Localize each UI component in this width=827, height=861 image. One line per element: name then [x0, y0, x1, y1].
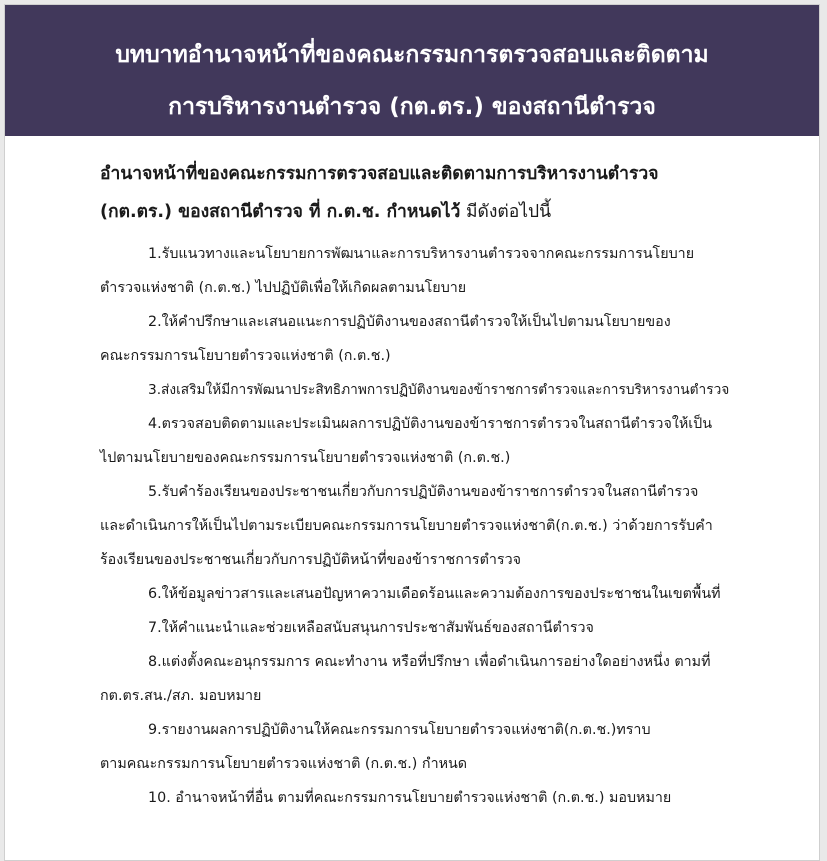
- duty-item-5: [100, 475, 730, 577]
- duty-7-line-1: 7.ให้คำแนะนำและช่วยเหลือสนับสนุนการประชาสัมพันธ์ของสถานีตำรวจ: [148, 620, 594, 636]
- duty-item-4: [100, 407, 730, 475]
- duty-9-rest: ตามคณะกรรมการนโยบายตำรวจแห่งชาติ (ก.ต.ช.) กำหนด: [100, 756, 468, 772]
- title-banner: [5, 5, 819, 136]
- duty-4-rest: ไปตามนโยบายของคณะกรรมการนโยบายตำรวจแห่งชาติ (ก.ต.ช.): [100, 450, 511, 466]
- duty-item-9: [100, 713, 730, 781]
- duty-10-line-1: 10. อำนาจหน้าที่อื่น ตามที่คณะกรรมการนโยบายตำรวจแห่งชาติ (ก.ต.ช.) มอบหมาย: [148, 790, 672, 806]
- duty-2-line-1: 2.ให้คำปรึกษาและเสนอแนะการปฏิบัติงานของสถานีตำรวจให้เป็นไปตามนโยบายของ: [148, 314, 671, 330]
- duty-item-1: [100, 237, 730, 305]
- duty-item-7: [100, 611, 730, 645]
- duty-8-line-1: 8.แต่งตั้งคณะอนุกรรมการ คณะทำงาน หรือที่ปรึกษา เพื่อดำเนินการอย่างใดอย่างหนึ่ง ตามที่: [148, 654, 711, 670]
- duty-item-6: [100, 577, 730, 611]
- duty-9-line-1: 9.รายงานผลการปฏิบัติงานให้คณะกรรมการนโยบายตำรวจแห่งชาติ(ก.ต.ช.)ทราบ: [148, 722, 651, 738]
- duty-item-8: [100, 645, 730, 713]
- page-title-line-2: การบริหารงานตำรวจ (กต.ตร.) ของสถานีตำรวจ: [168, 94, 656, 120]
- intro-bold-line-2: (กต.ตร.) ของสถานีตำรวจ ที่ ก.ต.ช. กำหนดไว้: [100, 202, 461, 222]
- duty-1-rest: ตำรวจแห่งชาติ (ก.ต.ช.) ไปปฏิบัติเพื่อให้เกิดผลตามนโยบาย: [100, 280, 467, 296]
- page-title-line-1: บทบาทอำนาจหน้าที่ของคณะกรรมการตรวจสอบและติดตาม: [115, 42, 709, 68]
- duty-item-2: [100, 305, 730, 373]
- duty-1-line-1: 1.รับแนวทางและนโยบายการพัฒนาและการบริหารงานตำรวจจากคณะกรรมการนโยบาย: [148, 246, 695, 262]
- intro-tail: มีดังต่อไปนี้: [460, 202, 552, 222]
- duty-3-line-1: 3.ส่งเสริมให้มีการพัฒนาประสิทธิภาพการปฏิบัติงานของข้าราชการตำรวจและการบริหารงานตำรวจ: [148, 382, 730, 398]
- duty-6-line-1: 6.ให้ข้อมูลข่าวสารและเสนอปัญหาความเดือดร้อนและความต้องการของประชาชนในเขตพื้นที่: [148, 586, 721, 602]
- duty-2-rest: คณะกรรมการนโยบายตำรวจแห่งชาติ (ก.ต.ช.): [100, 348, 391, 364]
- duty-8-rest: กต.ตร.สน./สภ. มอบหมาย: [100, 688, 262, 704]
- duty-item-10: [100, 781, 730, 815]
- intro-bold-line-1: อำนาจหน้าที่ของคณะกรรมการตรวจสอบและติดตามการบริหารงานตำรวจ: [100, 164, 659, 184]
- document-body: [100, 155, 730, 815]
- document-page: [4, 4, 820, 861]
- intro-paragraph: [100, 155, 730, 231]
- duty-4-line-1: 4.ตรวจสอบติดตามและประเมินผลการปฏิบัติงานของข้าราชการตำรวจในสถานีตำรวจให้เป็น: [148, 416, 712, 432]
- duty-item-3: [100, 373, 730, 407]
- duty-5-line-1: 5.รับคำร้องเรียนของประชาชนเกี่ยวกับการปฏิบัติงานของข้าราชการตำรวจในสถานีตำรวจ: [148, 484, 699, 500]
- duty-5-rest: และดำเนินการให้เป็นไปตามระเบียบคณะกรรมการนโยบายตำรวจแห่งชาติ(ก.ต.ช.) ว่าด้วยการรับคำร้องเรียนของประชาชนเกี่ยวกับการปฏิบัติหน้าที่ของข้าราชการตำรวจ: [100, 518, 713, 568]
